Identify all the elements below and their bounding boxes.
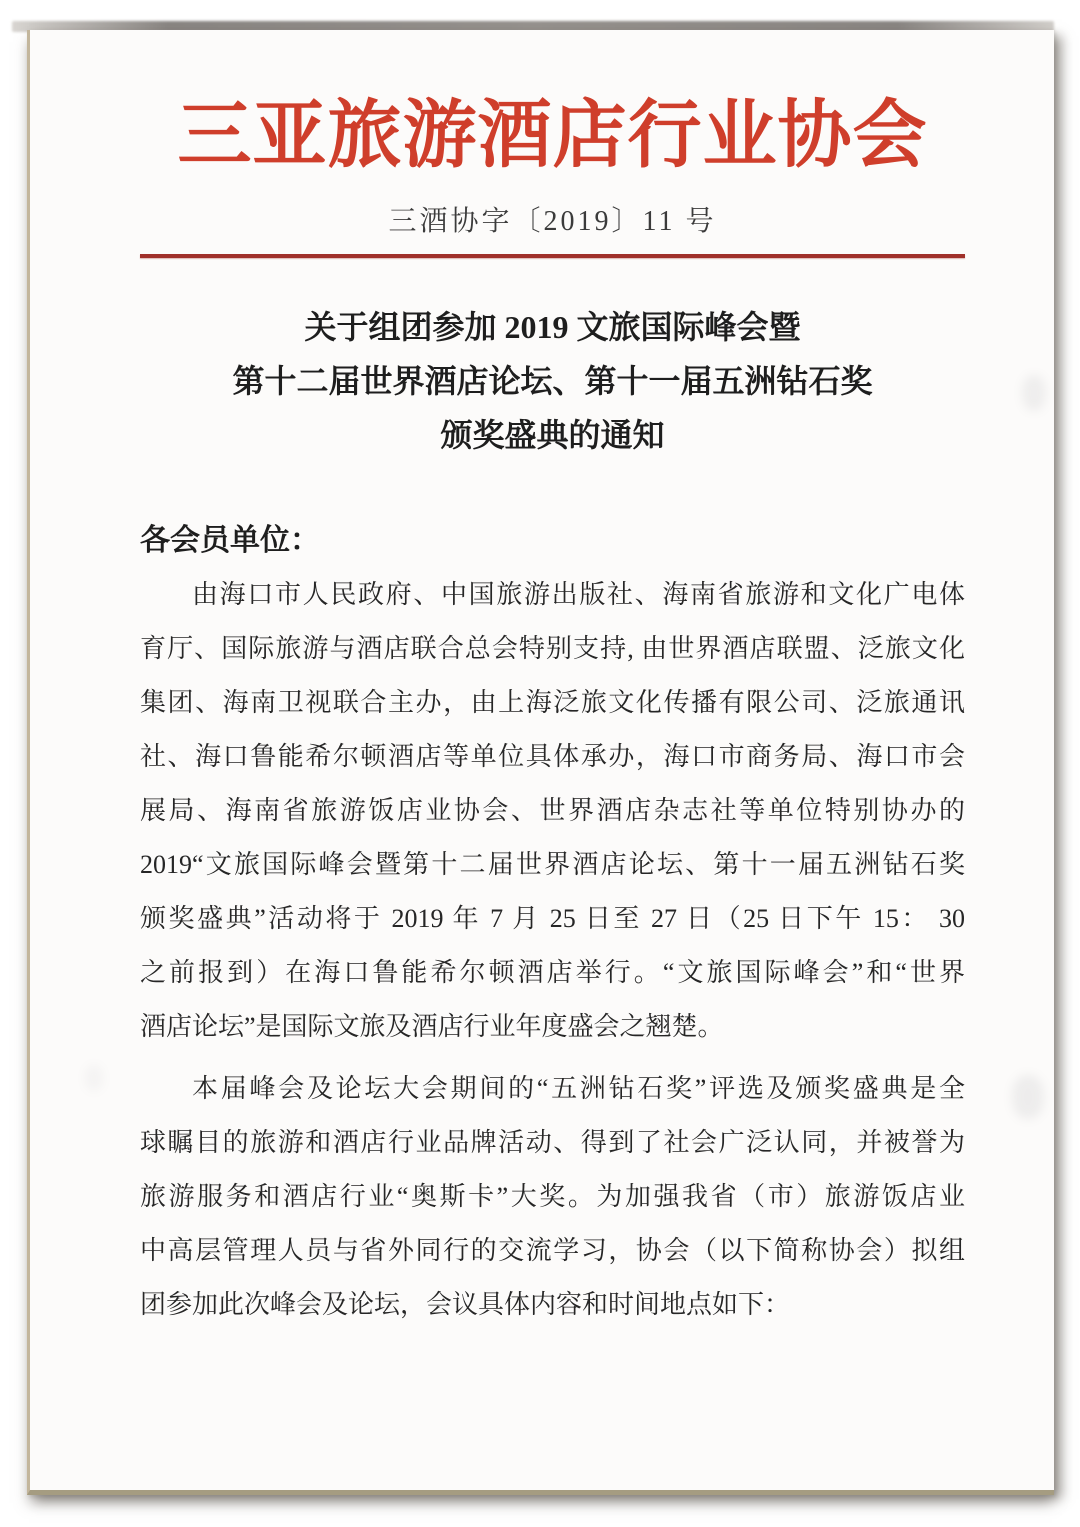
title-line: 第十二届世界酒店论坛、第十一届五洲钻石奖 — [232, 363, 873, 399]
document-content — [30, 30, 1054, 1490]
ink-bleed-mark — [1012, 1075, 1044, 1119]
ink-bleed-mark — [1022, 375, 1046, 411]
org-name-header: 三亚旅游酒店行业协会 — [177, 95, 928, 177]
body-line: 本届峰会及论坛大会期间的“五洲钻石奖”评选及颁奖盛典是全 — [192, 1074, 965, 1103]
ink-bleed-mark — [85, 1065, 103, 1091]
body-line: 育厅、国际旅游与酒店联合总会特别支持, 由世界酒店联盟、泛旅文化 — [140, 634, 965, 663]
body-line: 团参加此次峰会及论坛，会议具体内容和时间地点如下： — [140, 1290, 791, 1319]
paragraph-1 — [140, 568, 965, 1054]
title-line: 关于组团参加 2019 文旅国际峰会暨 — [304, 309, 801, 345]
salutation: 各会员单位： — [140, 524, 320, 557]
body-line: 社、海口鲁能希尔顿酒店等单位具体承办，海口市商务局、海口市会 — [140, 742, 965, 771]
body-line: 酒店论坛”是国际文旅及酒店行业年度盛会之翘楚。 — [140, 1012, 724, 1041]
body-line: 集团、海南卫视联合主办，由上海泛旅文化传播有限公司、泛旅通讯 — [140, 688, 965, 717]
body-line: 由海口市人民政府、中国旅游出版社、海南省旅游和文化广电体 — [192, 580, 965, 609]
body-line: 旅游服务和酒店行业“奥斯卡”大奖。为加强我省（市）旅游饭店业 — [140, 1182, 965, 1211]
body-line: 之前报到）在海口鲁能希尔顿酒店举行。“文旅国际峰会”和“世界 — [140, 958, 965, 987]
body-line: 球瞩目的旅游和酒店行业品牌活动、得到了社会广泛认同，并被誉为 — [140, 1128, 965, 1157]
title-line: 颁奖盛典的通知 — [440, 417, 665, 453]
body-line: 2019“文旅国际峰会暨第十二届世界酒店论坛、第十一届五洲钻石奖 — [140, 850, 965, 879]
body-line: 中高层管理人员与省外同行的交流学习，协会（以下简称协会）拟组 — [140, 1236, 965, 1265]
body-line: 展局、海南省旅游饭店业协会、世界酒店杂志社等单位特别协办的 — [140, 796, 965, 825]
doc-number: 三酒协字〔2019〕11 号 — [388, 206, 717, 237]
body-line: 颁奖盛典”活动将于 2019 年 7 月 25 日至 27 日（25 日下午 15： 30 — [140, 904, 965, 933]
red-divider-rule — [140, 254, 965, 258]
scanned-document-page — [27, 30, 1054, 1495]
paragraph-2 — [140, 1062, 965, 1332]
document-title — [140, 300, 965, 462]
